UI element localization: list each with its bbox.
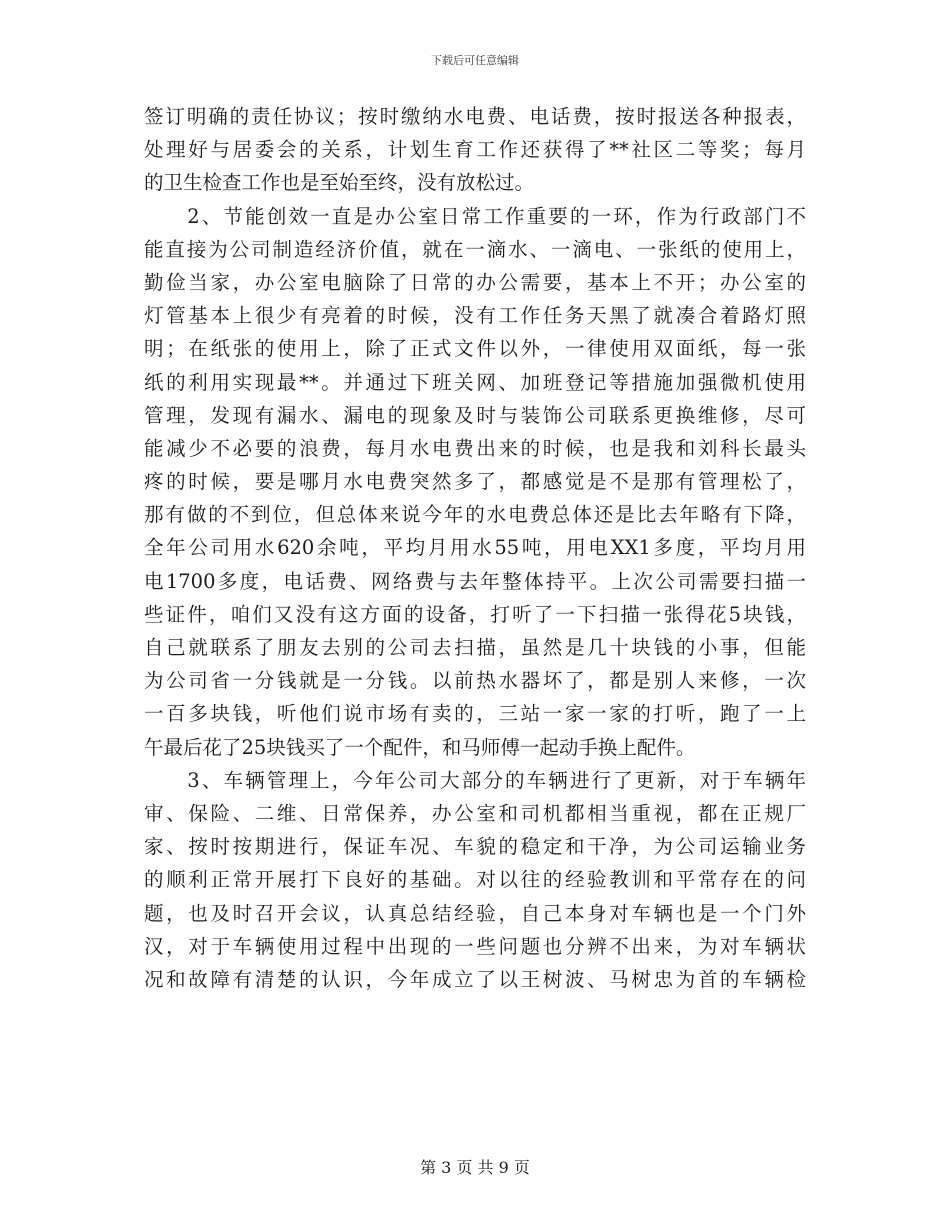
text-line: 签订明确的责任协议；按时缴纳水电费、电话费，按时报送各种报表，	[144, 105, 806, 128]
document-body	[144, 100, 806, 996]
text-line: 电1700多度，电话费、网络费与去年整体持平。上次公司需要扫描一	[144, 569, 806, 593]
text-line: 勤俭当家，办公室电脑除了日常的办公需要，基本上不开；办公室的	[144, 270, 806, 294]
text-line: 家、按时按期进行，保证车况、车貌的稳定和干净，为公司运输业务	[144, 835, 806, 859]
text-line: 3、车辆管理上，今年公司大部分的车辆进行了更新，对于车辆年	[144, 768, 806, 792]
text-line: 明；在纸张的使用上，除了正式文件以外，一律使用双面纸，每一张	[144, 337, 806, 361]
text-line: 自己就联系了朋友去别的公司去扫描，虽然是几十块钱的小事，但能	[144, 636, 806, 659]
text-line: 一百多块钱，听他们说市场有卖的，三站一家一家的打听，跑了一上	[144, 702, 806, 726]
page-header: 下载后可任意编辑	[431, 54, 519, 67]
text-line: 题，也及时召开会议，认真总结经验，自己本身对车辆也是一个门外	[144, 901, 806, 925]
text-line: 些证件，咱们又没有这方面的设备，打听了一下扫描一张得花5块钱，	[144, 602, 806, 626]
text-line: 管理，发现有漏水、漏电的现象及时与装饰公司联系更换维修，尽可	[144, 403, 806, 427]
text-line: 审、保险、二维、日常保养，办公室和司机都相当重视，都在正规厂	[144, 801, 806, 825]
text-line: 那有做的不到位，但总体来说今年的水电费总体还是比去年略有下降，	[144, 503, 806, 527]
text-line: 2、节能创效一直是办公室日常工作重要的一环，作为行政部门不	[144, 204, 806, 228]
text-line: 为公司省一分钱就是一分钱。以前热水器坏了，都是别人来修，一次	[144, 669, 806, 693]
text-line: 灯管基本上很少有亮着的时候，没有工作任务天黑了就凑合着路灯照	[144, 304, 806, 328]
text-line: 能直接为公司制造经济价值，就在一滴水、一滴电、一张纸的使用上，	[144, 237, 806, 261]
page-footer: 第 3 页 共 9 页	[420, 1158, 530, 1177]
text-line: 的卫生检查工作也是至始至终，没有放松过。	[144, 171, 535, 195]
text-line: 午最后花了25块钱买了一个配件，和马师傅一起动手换上配件。	[144, 735, 696, 759]
text-line: 全年公司用水620余吨，平均月用水55吨，用电XX1多度，平均月用	[144, 536, 806, 560]
text-line: 纸的利用实现最**。并通过下班关网、加班登记等措施加强微机使用	[144, 370, 806, 394]
text-line: 的顺利正常开展打下良好的基础。对以往的经验教训和平常存在的问	[144, 868, 806, 892]
text-line: 能减少不必要的浪费，每月水电费出来的时候，也是我和刘科长最头	[144, 436, 806, 460]
text-line: 疼的时候，要是哪月水电费突然多了，都感觉是不是那有管理松了，	[144, 470, 806, 494]
text-line: 汉，对于车辆使用过程中出现的一些问题也分辨不出来，为对车辆状	[144, 934, 806, 958]
text-line: 况和故障有清楚的认识，今年成立了以王树波、马树忠为首的车辆检	[144, 967, 806, 991]
text-line: 处理好与居委会的关系，计划生育工作还获得了**社区二等奖；每月	[144, 138, 806, 162]
